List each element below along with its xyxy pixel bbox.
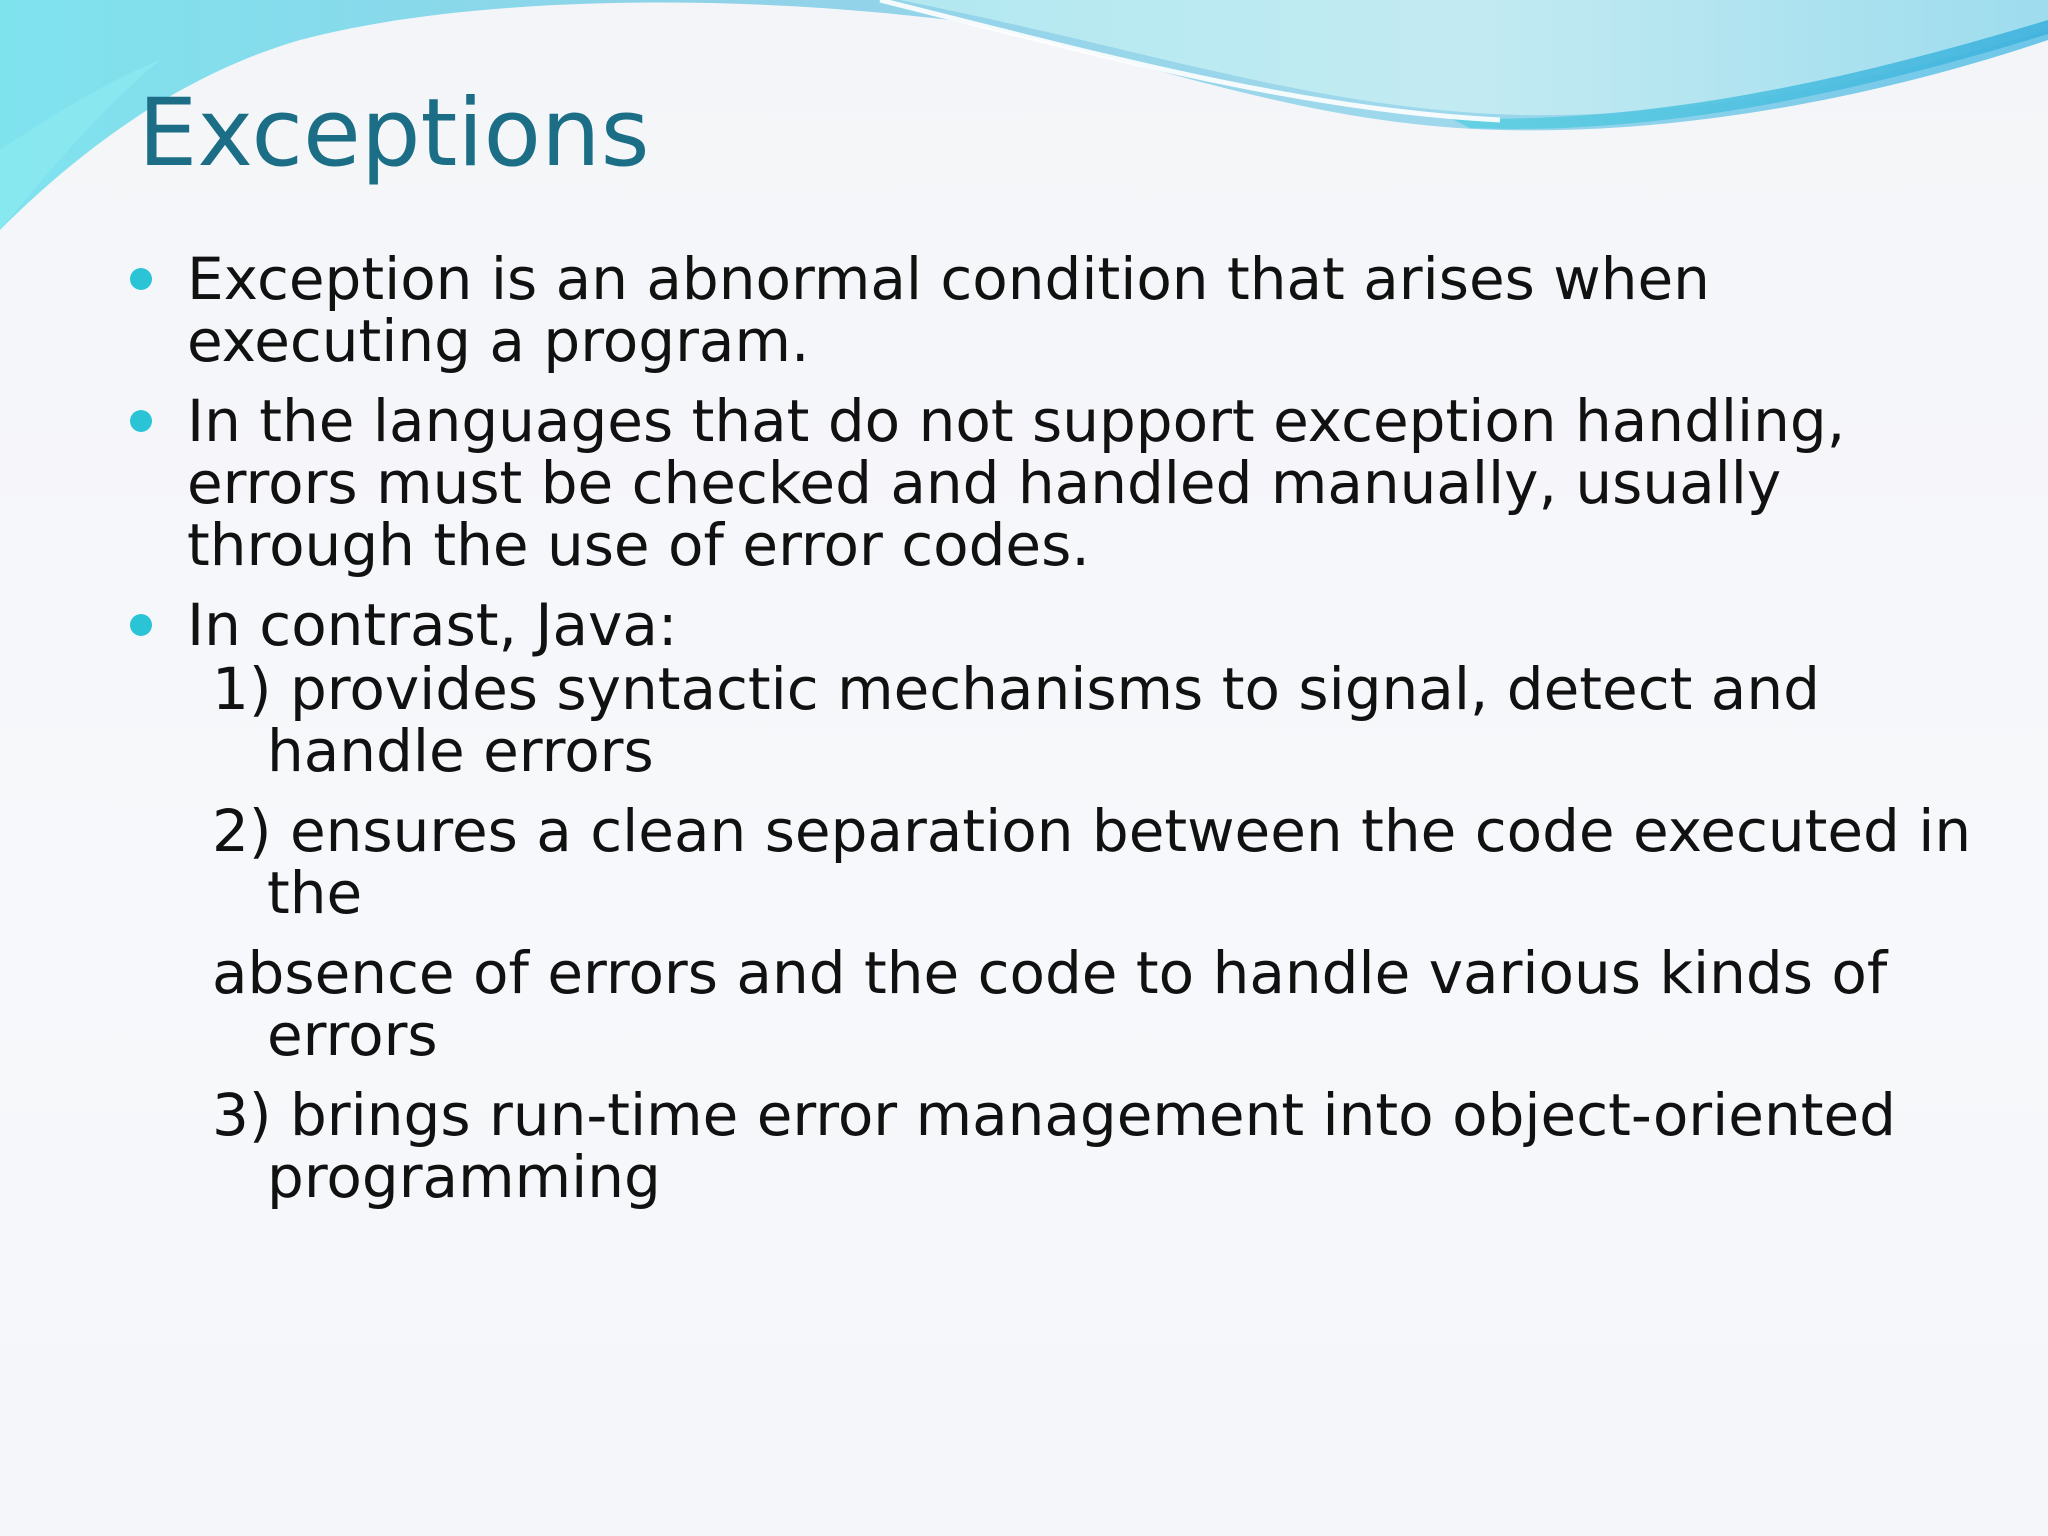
bullet-text: In the languages that do not support exception handling, errors must be checked and handled manually, usually through the use of error codes. (187, 387, 1846, 579)
bullet-item (130, 245, 2010, 375)
bullet-dot-icon (130, 614, 152, 636)
sub-item: 3) brings run-time error management into object-oriented programming (212, 1081, 1896, 1211)
bullet-item (130, 387, 2010, 579)
sub-item: absence of errors and the code to handle various kinds of errors (212, 939, 1888, 1069)
bullet-text: Exception is an abnormal condition that arises when executing a program. (187, 245, 1710, 375)
sub-item: 2) ensures a clean separation between the code executed in the (212, 797, 1972, 927)
slide-body (130, 245, 2010, 1226)
sub-item: 1) provides syntactic mechanisms to signal, detect and handle errors (212, 655, 1820, 785)
bullet-dot-icon (130, 268, 152, 290)
bullet-item (130, 591, 2010, 659)
bullet-dot-icon (130, 410, 152, 432)
bullet-text: In contrast, Java: (187, 591, 678, 659)
slide-title: Exceptions (138, 79, 650, 188)
